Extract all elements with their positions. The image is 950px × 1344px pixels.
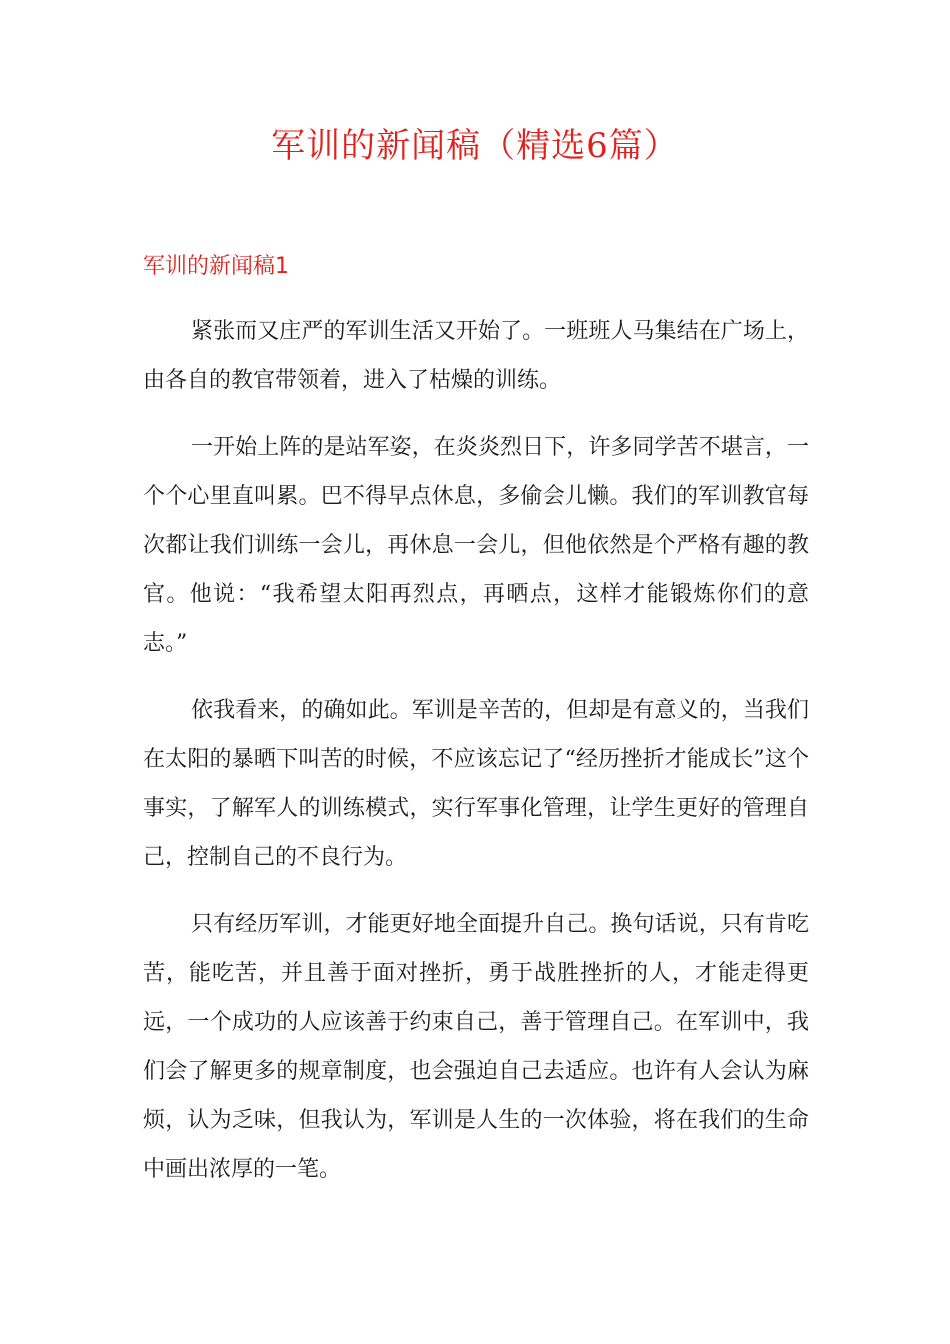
paragraph: 一开始上阵的是站军姿，在炎炎烈日下，许多同学苦不堪言，一个个心里直叫累。巴不得早点休息，多偷会儿懒。我们的军训教官每次都让我们训练一会儿，再休息一会儿，但他依然是个严格有趣的教官。他说：“我希望太阳再烈点，再晒点，这样才能锻炼你们的意志。” <box>143 435 809 656</box>
section-heading: 军训的新闻稿1 <box>143 254 289 279</box>
document-title: 军训的新闻稿（精选6篇） <box>271 126 679 166</box>
paragraph: 依我看来，的确如此。军训是辛苦的，但却是有意义的，当我们在太阳的暴晒下叫苦的时候，不应该忘记了“经历挫折才能成长”这个事实，了解军人的训练模式，实行军事化管理，让学生更好的管理自己，控制自己的不良行为。 <box>143 698 809 870</box>
paragraph: 只有经历军训，才能更好地全面提升自己。换句话说，只有肯吃苦，能吃苦，并且善于面对挫折，勇于战胜挫折的人，才能走得更远，一个成功的人应该善于约束自己，善于管理自己。在军训中，我们会了解更多的规章制度，也会强迫自己去适应。也许有人会认为麻烦，认为乏味，但我认为，军训是人生的一次体验，将在我们的生命中画出浓厚的一笔。 <box>143 912 809 1182</box>
document-body <box>143 307 809 1194</box>
paragraph: 紧张而又庄严的军训生活又开始了。一班班人马集结在广场上，由各自的教官带领着，进入了枯燥的训练。 <box>143 319 809 393</box>
